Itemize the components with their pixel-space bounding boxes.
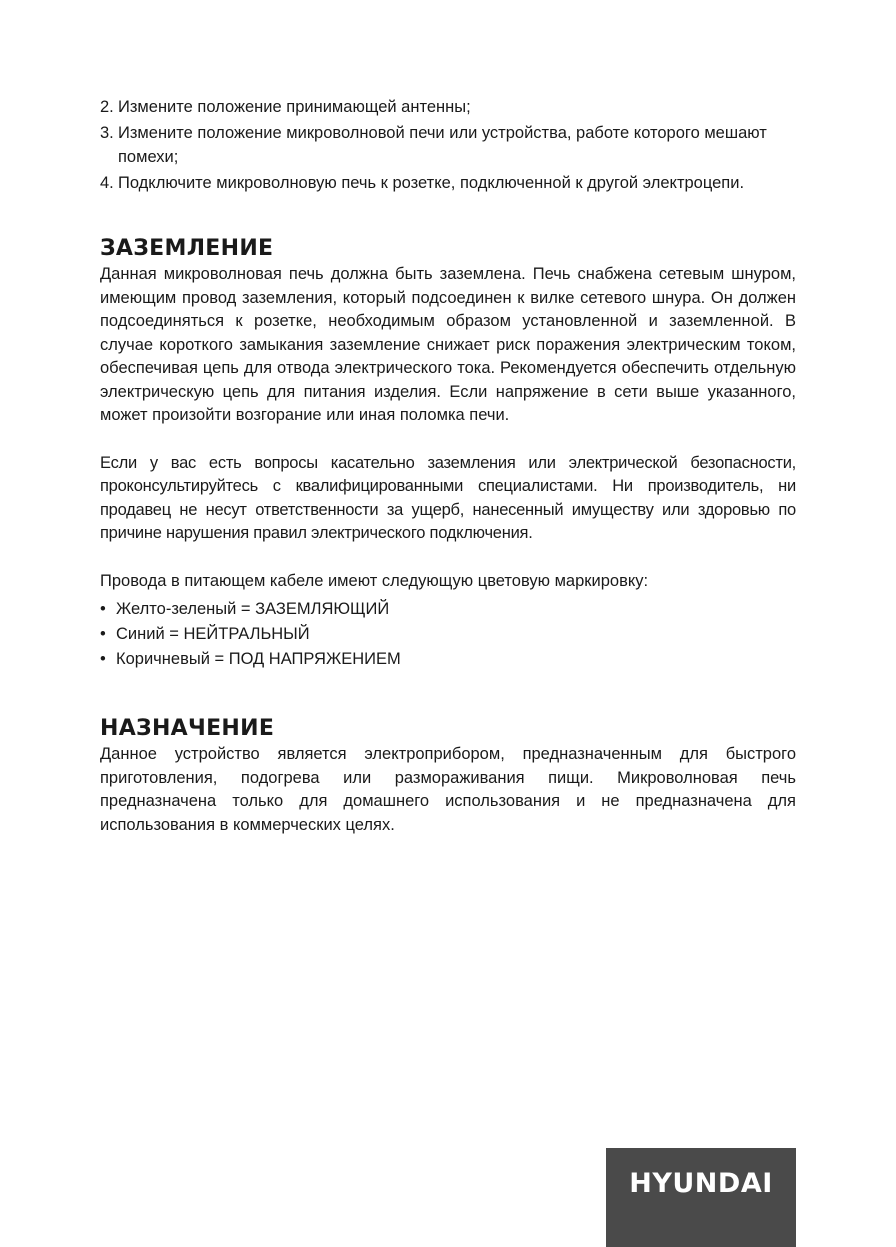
bullet-icon: • [100, 625, 106, 643]
list-item-text: Подключите микроволновую печь к розетке, подключенной к другой электроцепи. [118, 174, 745, 192]
list-item-text: Измените положение микроволновой печи или устройства, работе которого мешают помехи; [118, 124, 767, 166]
list-item-number: 2. [100, 98, 114, 116]
grounding-paragraph-1: Данная микроволновая печь должна быть заземлена. Печь снабжена сетевым шнуром, имеющим провод заземления, который подсоединен к вилке сетевого шнура. Он должен подсоединяться к розетке, необходимым образом установленной и заземленной. В случае короткого замыкания заземление снижает риск поражения электрическим током, обеспечивая цепь для отвода электрического тока. Рекомендуется обеспечить отдельную электрическую цепь для питания изделия. Если напряжение в сети выше указанного, может произойти возгорание или иная поломка печи. [100, 265, 796, 424]
wire-color-text: Коричневый = ПОД НАПРЯЖЕНИЕМ [116, 650, 401, 668]
wires-intro: Провода в питающем кабеле имеют следующую цветовую маркировку: [100, 571, 649, 590]
purpose-paragraph: Данное устройство является электроприбором, предназначенным для быстрого приготовления, подогрева или размораживания пищи. Микроволновая печь предназначена только для домашнего использования и не предназначена для использования в коммерческих целях. [100, 745, 796, 834]
list-item [100, 95, 796, 119]
list-item [100, 597, 796, 621]
list-item [100, 171, 796, 195]
brand-logo-block [606, 1148, 796, 1247]
purpose-title: НАЗНАЧЕНИЕ [100, 716, 275, 741]
wire-color-text: Желто-зеленый = ЗАЗЕМЛЯЮЩИЙ [116, 600, 390, 618]
numbered-list [100, 95, 796, 195]
list-item [100, 622, 796, 646]
list-item [100, 121, 796, 169]
page-content [100, 95, 796, 837]
grounding-paragraph-2: Если у вас есть вопросы касательно заземления или электрической безопасности, проконсультируйтесь с квалифицированными специалистами. Ни производитель, ни продавец не несут ответственности за ущерб, нанесенный имуществу или здоровью по причине нарушения правил электрического подключения. [100, 453, 796, 542]
list-item-number: 3. [100, 124, 114, 142]
list-item-number: 4. [100, 174, 114, 192]
wire-color-list [100, 597, 796, 671]
brand-logo-text: HYUNDAI [629, 1168, 773, 1199]
grounding-title: ЗАЗЕМЛЕНИЕ [100, 236, 274, 261]
wire-color-text: Синий = НЕЙТРАЛЬНЫЙ [116, 625, 310, 643]
list-item [100, 647, 796, 671]
list-item-text: Измените положение принимающей антенны; [118, 98, 471, 116]
bullet-icon: • [100, 600, 106, 618]
bullet-icon: • [100, 650, 106, 668]
